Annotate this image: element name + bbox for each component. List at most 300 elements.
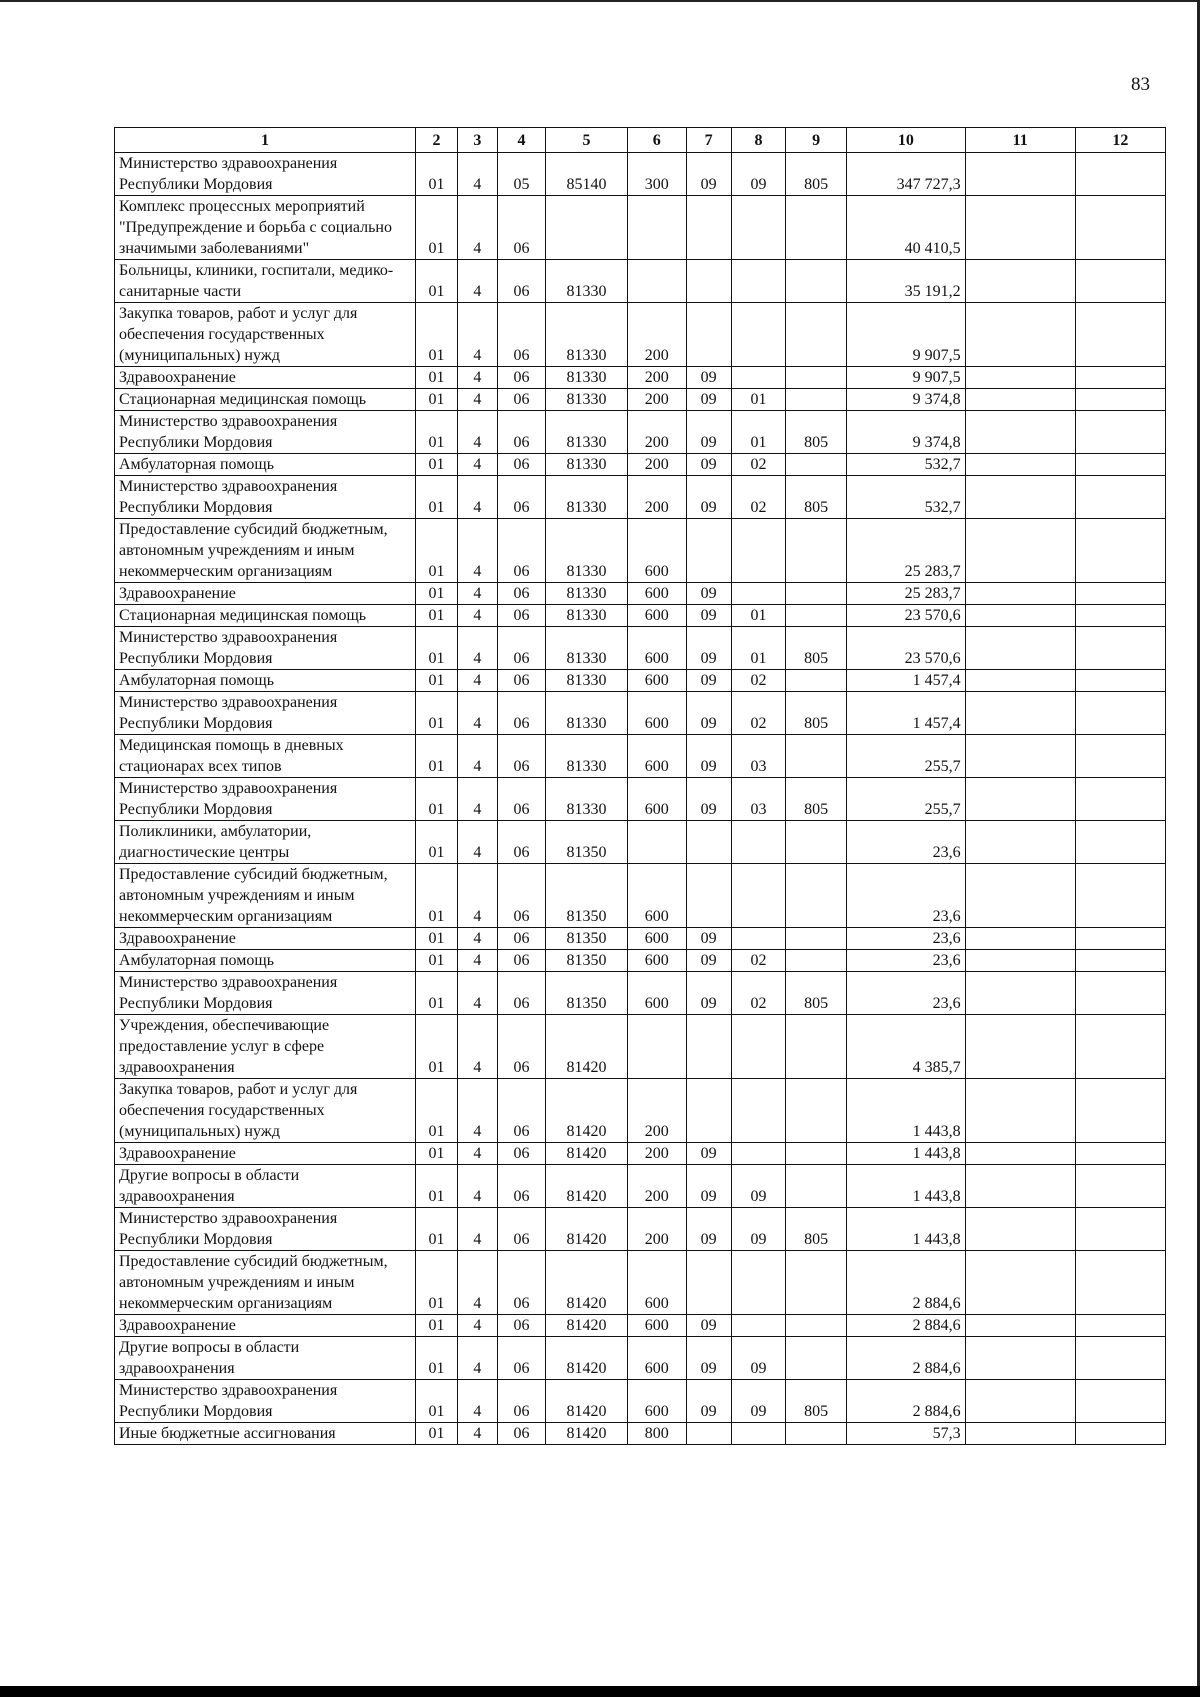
row-col-6-cell: 600 (627, 605, 686, 627)
row-col-6-cell: 200 (627, 476, 686, 519)
row-col-8-cell: 09 (731, 1165, 786, 1208)
row-col-4-cell: 05 (497, 153, 545, 196)
row-col-2-cell: 01 (416, 1380, 458, 1423)
row-col-10-cell: 1 457,4 (847, 670, 966, 692)
table-row (115, 476, 1166, 519)
row-col-3-cell: 4 (457, 735, 497, 778)
column-header-10: 10 (847, 128, 966, 153)
row-col-6-cell: 600 (627, 950, 686, 972)
row-col-4-cell: 06 (497, 476, 545, 519)
row-name-cell: Больницы, клиники, госпитали, медико-санитарные части (115, 260, 416, 303)
row-col-2-cell: 01 (416, 411, 458, 454)
row-name-cell: Комплекс процессных мероприятий "Предупреждение и борьба с социально значимыми заболеваниями" (115, 196, 416, 260)
row-col-2-cell: 01 (416, 1015, 458, 1079)
row-col-4-cell: 06 (497, 583, 545, 605)
row-col-10-cell: 25 283,7 (847, 519, 966, 583)
table-row (115, 605, 1166, 627)
row-name-cell: Здравоохранение (115, 928, 416, 950)
row-col-9-cell: 805 (786, 1380, 847, 1423)
row-col-12-cell (1075, 411, 1165, 454)
row-col-12-cell (1075, 1380, 1165, 1423)
row-col-7-cell (686, 1015, 731, 1079)
row-col-5-cell: 81420 (546, 1143, 628, 1165)
row-col-11-cell (965, 928, 1075, 950)
row-col-12-cell (1075, 1079, 1165, 1143)
row-col-10-cell: 532,7 (847, 476, 966, 519)
row-col-10-cell: 9 374,8 (847, 411, 966, 454)
row-col-10-cell: 9 907,5 (847, 303, 966, 367)
scan-edge-bottom (0, 1686, 1200, 1697)
table-row (115, 928, 1166, 950)
row-col-5-cell: 81420 (546, 1165, 628, 1208)
row-col-5-cell: 81420 (546, 1315, 628, 1337)
row-col-12-cell (1075, 389, 1165, 411)
row-col-5-cell: 81330 (546, 260, 628, 303)
row-col-8-cell (731, 583, 786, 605)
row-col-2-cell: 01 (416, 692, 458, 735)
row-col-5-cell: 81350 (546, 821, 628, 864)
row-col-9-cell (786, 1251, 847, 1315)
row-col-4-cell: 06 (497, 605, 545, 627)
row-col-10-cell: 2 884,6 (847, 1337, 966, 1380)
row-col-6-cell: 200 (627, 1079, 686, 1143)
row-col-7-cell: 09 (686, 928, 731, 950)
row-col-8-cell: 02 (731, 670, 786, 692)
row-col-4-cell: 06 (497, 367, 545, 389)
column-header-12: 12 (1075, 128, 1165, 153)
row-col-5-cell: 81330 (546, 454, 628, 476)
row-col-3-cell: 4 (457, 476, 497, 519)
row-col-7-cell (686, 519, 731, 583)
row-col-9-cell (786, 367, 847, 389)
row-col-5-cell: 81330 (546, 519, 628, 583)
row-col-10-cell: 9 374,8 (847, 389, 966, 411)
row-col-2-cell: 01 (416, 1208, 458, 1251)
row-col-3-cell: 4 (457, 972, 497, 1015)
row-col-3-cell: 4 (457, 411, 497, 454)
row-col-8-cell: 02 (731, 454, 786, 476)
row-col-10-cell: 4 385,7 (847, 1015, 966, 1079)
row-name-cell: Стационарная медицинская помощь (115, 389, 416, 411)
row-col-11-cell (965, 411, 1075, 454)
table-row (115, 627, 1166, 670)
row-col-9-cell (786, 950, 847, 972)
row-col-10-cell: 2 884,6 (847, 1315, 966, 1337)
table-row (115, 1208, 1166, 1251)
row-col-7-cell (686, 1251, 731, 1315)
row-col-3-cell: 4 (457, 778, 497, 821)
row-name-cell: Министерство здравоохранения Республики Мордовия (115, 972, 416, 1015)
row-col-4-cell: 06 (497, 1251, 545, 1315)
row-name-cell: Здравоохранение (115, 367, 416, 389)
row-col-10-cell: 23,6 (847, 864, 966, 928)
row-col-3-cell: 4 (457, 1251, 497, 1315)
row-col-8-cell (731, 821, 786, 864)
row-col-3-cell: 4 (457, 1315, 497, 1337)
row-col-5-cell: 81330 (546, 692, 628, 735)
row-col-3-cell: 4 (457, 821, 497, 864)
row-col-3-cell: 4 (457, 519, 497, 583)
row-col-7-cell: 09 (686, 692, 731, 735)
row-col-4-cell: 06 (497, 821, 545, 864)
row-col-11-cell (965, 670, 1075, 692)
row-col-12-cell (1075, 454, 1165, 476)
table-row (115, 583, 1166, 605)
row-col-4-cell: 06 (497, 627, 545, 670)
row-col-10-cell: 23,6 (847, 928, 966, 950)
row-col-10-cell: 23,6 (847, 821, 966, 864)
row-col-3-cell: 4 (457, 605, 497, 627)
row-col-4-cell: 06 (497, 1380, 545, 1423)
row-col-4-cell: 06 (497, 1423, 545, 1445)
row-col-10-cell: 9 907,5 (847, 367, 966, 389)
row-col-9-cell (786, 1423, 847, 1445)
row-col-8-cell: 01 (731, 627, 786, 670)
row-col-9-cell (786, 1165, 847, 1208)
row-col-8-cell: 03 (731, 778, 786, 821)
row-name-cell: Амбулаторная помощь (115, 670, 416, 692)
row-col-7-cell: 09 (686, 1208, 731, 1251)
column-header-7: 7 (686, 128, 731, 153)
row-col-4-cell: 06 (497, 778, 545, 821)
row-name-cell: Медицинская помощь в дневных стационарах всех типов (115, 735, 416, 778)
row-col-5-cell: 81330 (546, 303, 628, 367)
row-name-cell: Амбулаторная помощь (115, 454, 416, 476)
row-col-3-cell: 4 (457, 1143, 497, 1165)
row-name-cell: Амбулаторная помощь (115, 950, 416, 972)
row-col-4-cell: 06 (497, 928, 545, 950)
table-row (115, 1380, 1166, 1423)
row-col-8-cell: 09 (731, 1380, 786, 1423)
row-col-10-cell: 23 570,6 (847, 605, 966, 627)
row-col-8-cell (731, 367, 786, 389)
row-col-10-cell: 1 443,8 (847, 1143, 966, 1165)
row-col-7-cell (686, 260, 731, 303)
row-col-11-cell (965, 1315, 1075, 1337)
row-col-7-cell: 09 (686, 1143, 731, 1165)
table-row (115, 153, 1166, 196)
row-col-6-cell: 800 (627, 1423, 686, 1445)
row-col-6-cell (627, 196, 686, 260)
row-col-5-cell: 81330 (546, 411, 628, 454)
column-header-4: 4 (497, 128, 545, 153)
row-col-7-cell: 09 (686, 389, 731, 411)
row-col-11-cell (965, 583, 1075, 605)
row-col-3-cell: 4 (457, 627, 497, 670)
row-col-5-cell: 81350 (546, 864, 628, 928)
row-col-4-cell: 06 (497, 1165, 545, 1208)
row-col-12-cell (1075, 367, 1165, 389)
row-col-6-cell (627, 821, 686, 864)
row-col-6-cell: 600 (627, 692, 686, 735)
row-col-10-cell: 25 283,7 (847, 583, 966, 605)
table-row (115, 411, 1166, 454)
row-col-10-cell: 347 727,3 (847, 153, 966, 196)
row-col-3-cell: 4 (457, 583, 497, 605)
row-col-7-cell: 09 (686, 950, 731, 972)
row-col-3-cell: 4 (457, 1337, 497, 1380)
row-name-cell: Предоставление субсидий бюджетным, автономным учреждениям и иным некоммерческим организациям (115, 519, 416, 583)
row-col-9-cell (786, 1079, 847, 1143)
row-col-6-cell: 300 (627, 153, 686, 196)
row-col-12-cell (1075, 476, 1165, 519)
row-col-2-cell: 01 (416, 1251, 458, 1315)
row-col-12-cell (1075, 778, 1165, 821)
table-header-row (115, 128, 1166, 153)
row-col-2-cell: 01 (416, 519, 458, 583)
row-col-4-cell: 06 (497, 1315, 545, 1337)
row-col-6-cell: 600 (627, 583, 686, 605)
row-col-11-cell (965, 1208, 1075, 1251)
row-col-3-cell: 4 (457, 864, 497, 928)
row-col-9-cell (786, 454, 847, 476)
row-col-12-cell (1075, 670, 1165, 692)
row-col-2-cell: 01 (416, 389, 458, 411)
row-col-11-cell (965, 627, 1075, 670)
row-col-3-cell: 4 (457, 1165, 497, 1208)
table-row (115, 670, 1166, 692)
row-col-4-cell: 06 (497, 972, 545, 1015)
row-col-11-cell (965, 389, 1075, 411)
row-col-9-cell (786, 260, 847, 303)
row-col-8-cell (731, 1423, 786, 1445)
row-col-3-cell: 4 (457, 1015, 497, 1079)
row-col-5-cell: 85140 (546, 153, 628, 196)
row-col-2-cell: 01 (416, 1315, 458, 1337)
column-header-6: 6 (627, 128, 686, 153)
row-col-8-cell: 01 (731, 411, 786, 454)
row-name-cell: Стационарная медицинская помощь (115, 605, 416, 627)
row-col-2-cell: 01 (416, 476, 458, 519)
row-col-5-cell: 81420 (546, 1251, 628, 1315)
row-col-11-cell (965, 1337, 1075, 1380)
row-col-5-cell: 81420 (546, 1337, 628, 1380)
row-col-11-cell (965, 1423, 1075, 1445)
row-col-9-cell: 805 (786, 1208, 847, 1251)
row-col-3-cell: 4 (457, 367, 497, 389)
row-col-2-cell: 01 (416, 670, 458, 692)
row-name-cell: Министерство здравоохранения Республики Мордовия (115, 1380, 416, 1423)
row-col-7-cell: 09 (686, 1380, 731, 1423)
row-col-8-cell (731, 864, 786, 928)
row-col-8-cell: 02 (731, 692, 786, 735)
row-col-10-cell: 23,6 (847, 950, 966, 972)
row-col-8-cell: 09 (731, 1208, 786, 1251)
row-col-4-cell: 06 (497, 670, 545, 692)
row-col-5-cell: 81350 (546, 950, 628, 972)
table-row (115, 260, 1166, 303)
row-col-4-cell: 06 (497, 196, 545, 260)
row-col-12-cell (1075, 692, 1165, 735)
row-col-3-cell: 4 (457, 1423, 497, 1445)
row-col-7-cell: 09 (686, 972, 731, 1015)
row-col-11-cell (965, 605, 1075, 627)
row-col-3-cell: 4 (457, 950, 497, 972)
row-col-12-cell (1075, 1208, 1165, 1251)
row-col-8-cell (731, 260, 786, 303)
row-col-11-cell (965, 153, 1075, 196)
row-col-12-cell (1075, 735, 1165, 778)
row-col-10-cell: 23,6 (847, 972, 966, 1015)
row-col-5-cell: 81350 (546, 972, 628, 1015)
row-col-11-cell (965, 950, 1075, 972)
row-col-12-cell (1075, 196, 1165, 260)
row-col-7-cell: 09 (686, 153, 731, 196)
table-row (115, 196, 1166, 260)
row-col-9-cell (786, 928, 847, 950)
table-row (115, 1165, 1166, 1208)
row-col-6-cell: 600 (627, 972, 686, 1015)
row-col-2-cell: 01 (416, 972, 458, 1015)
row-col-4-cell: 06 (497, 1079, 545, 1143)
row-col-8-cell: 03 (731, 735, 786, 778)
row-col-2-cell: 01 (416, 1165, 458, 1208)
row-col-8-cell: 02 (731, 476, 786, 519)
row-col-3-cell: 4 (457, 1380, 497, 1423)
row-col-7-cell: 09 (686, 605, 731, 627)
row-col-9-cell (786, 519, 847, 583)
row-col-5-cell: 81420 (546, 1079, 628, 1143)
row-col-5-cell: 81330 (546, 583, 628, 605)
row-col-12-cell (1075, 605, 1165, 627)
column-header-9: 9 (786, 128, 847, 153)
row-col-11-cell (965, 1015, 1075, 1079)
row-col-12-cell (1075, 1337, 1165, 1380)
row-col-3-cell: 4 (457, 670, 497, 692)
row-col-12-cell (1075, 1315, 1165, 1337)
table-row (115, 454, 1166, 476)
row-name-cell: Министерство здравоохранения Республики Мордовия (115, 692, 416, 735)
row-col-9-cell (786, 303, 847, 367)
row-col-10-cell: 2 884,6 (847, 1380, 966, 1423)
row-col-6-cell: 600 (627, 519, 686, 583)
column-header-5: 5 (546, 128, 628, 153)
row-col-7-cell: 09 (686, 735, 731, 778)
row-col-5-cell: 81330 (546, 605, 628, 627)
row-col-12-cell (1075, 627, 1165, 670)
row-col-6-cell (627, 1015, 686, 1079)
row-name-cell: Учреждения, обеспечивающие предоставление услуг в сфере здравоохранения (115, 1015, 416, 1079)
row-col-6-cell: 600 (627, 928, 686, 950)
row-col-5-cell: 81330 (546, 476, 628, 519)
table-row (115, 389, 1166, 411)
row-col-5-cell: 81330 (546, 778, 628, 821)
row-col-4-cell: 06 (497, 454, 545, 476)
row-col-8-cell (731, 1143, 786, 1165)
row-col-6-cell: 600 (627, 735, 686, 778)
row-col-2-cell: 01 (416, 864, 458, 928)
row-col-3-cell: 4 (457, 196, 497, 260)
row-col-7-cell (686, 821, 731, 864)
table-row (115, 864, 1166, 928)
row-name-cell: Министерство здравоохранения Республики Мордовия (115, 411, 416, 454)
table-row (115, 303, 1166, 367)
row-col-5-cell: 81330 (546, 670, 628, 692)
row-col-12-cell (1075, 1251, 1165, 1315)
row-col-6-cell: 600 (627, 670, 686, 692)
row-col-10-cell: 57,3 (847, 1423, 966, 1445)
row-col-11-cell (965, 1165, 1075, 1208)
row-col-12-cell (1075, 821, 1165, 864)
row-col-2-cell: 01 (416, 1423, 458, 1445)
row-col-9-cell (786, 864, 847, 928)
row-col-5-cell (546, 196, 628, 260)
row-col-9-cell: 805 (786, 972, 847, 1015)
row-col-9-cell: 805 (786, 692, 847, 735)
column-header-1: 1 (115, 128, 416, 153)
row-col-11-cell (965, 778, 1075, 821)
table-row (115, 519, 1166, 583)
row-col-7-cell (686, 1423, 731, 1445)
row-col-6-cell: 200 (627, 303, 686, 367)
row-col-8-cell: 09 (731, 1337, 786, 1380)
row-col-3-cell: 4 (457, 928, 497, 950)
row-col-5-cell: 81350 (546, 928, 628, 950)
row-col-9-cell (786, 1337, 847, 1380)
row-col-3-cell: 4 (457, 692, 497, 735)
row-col-9-cell (786, 670, 847, 692)
row-name-cell: Министерство здравоохранения Республики Мордовия (115, 778, 416, 821)
row-name-cell: Иные бюджетные ассигнования (115, 1423, 416, 1445)
row-name-cell: Другие вопросы в области здравоохранения (115, 1165, 416, 1208)
row-col-4-cell: 06 (497, 519, 545, 583)
table-row (115, 692, 1166, 735)
row-col-7-cell: 09 (686, 411, 731, 454)
row-col-12-cell (1075, 1015, 1165, 1079)
row-col-10-cell: 1 443,8 (847, 1208, 966, 1251)
row-col-9-cell (786, 605, 847, 627)
row-col-12-cell (1075, 928, 1165, 950)
row-col-7-cell: 09 (686, 1165, 731, 1208)
row-col-7-cell (686, 196, 731, 260)
row-col-6-cell: 200 (627, 389, 686, 411)
row-name-cell: Здравоохранение (115, 583, 416, 605)
row-col-5-cell: 81330 (546, 367, 628, 389)
table-body (115, 153, 1166, 1445)
row-col-10-cell: 35 191,2 (847, 260, 966, 303)
row-col-12-cell (1075, 1165, 1165, 1208)
row-col-10-cell: 532,7 (847, 454, 966, 476)
row-col-3-cell: 4 (457, 454, 497, 476)
row-col-7-cell: 09 (686, 1315, 731, 1337)
row-col-2-cell: 01 (416, 260, 458, 303)
row-col-2-cell: 01 (416, 367, 458, 389)
column-header-3: 3 (457, 128, 497, 153)
row-col-12-cell (1075, 153, 1165, 196)
row-col-6-cell: 600 (627, 1315, 686, 1337)
row-col-11-cell (965, 972, 1075, 1015)
row-col-2-cell: 01 (416, 196, 458, 260)
row-col-8-cell (731, 1315, 786, 1337)
row-col-5-cell: 81330 (546, 735, 628, 778)
table-row (115, 972, 1166, 1015)
table-row (115, 778, 1166, 821)
table-row (115, 950, 1166, 972)
row-col-9-cell (786, 735, 847, 778)
row-col-11-cell (965, 454, 1075, 476)
row-col-11-cell (965, 692, 1075, 735)
row-col-3-cell: 4 (457, 1208, 497, 1251)
row-col-6-cell: 600 (627, 1380, 686, 1423)
row-col-11-cell (965, 196, 1075, 260)
row-col-8-cell (731, 1079, 786, 1143)
table-row (115, 1015, 1166, 1079)
row-col-9-cell (786, 1315, 847, 1337)
row-col-7-cell: 09 (686, 583, 731, 605)
row-name-cell: Здравоохранение (115, 1143, 416, 1165)
row-col-4-cell: 06 (497, 1015, 545, 1079)
row-col-12-cell (1075, 260, 1165, 303)
